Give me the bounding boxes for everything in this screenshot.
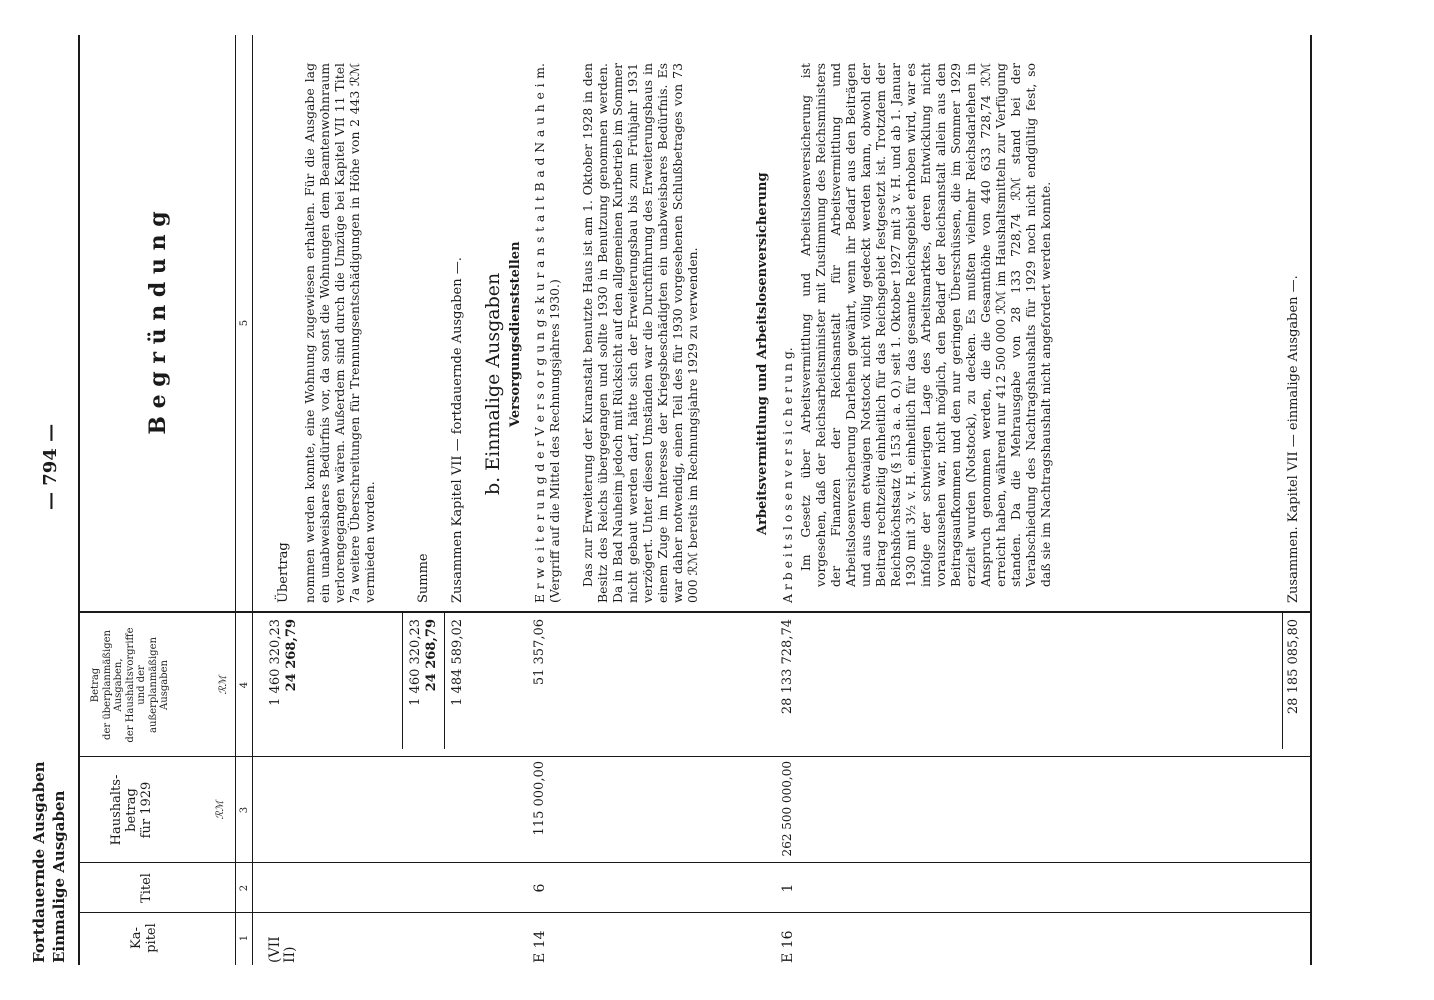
col2-rule (78, 862, 1310, 863)
running-head-2: Einmalige Ausgaben (50, 790, 68, 963)
top-rule (78, 35, 80, 965)
row1-betrag-b: 24 268,79 (284, 619, 299, 692)
zus1-betrag: 1 484 589,02 (450, 619, 465, 706)
col-haushalt-header: Haushalts- betrag für 1929 (109, 774, 154, 846)
row1-betrag-a: 1 460 320,23 (268, 619, 283, 706)
colnum-1: 1 (239, 934, 250, 942)
row1-uebertrag: Übertrag (276, 542, 291, 603)
summe-label: Summe (416, 553, 431, 603)
row3-titel: 1 (780, 883, 796, 893)
col-haushalt-unit: ℛℳ (215, 800, 226, 820)
header-bottom-rule (235, 35, 236, 965)
rotated-document-page (20, 15, 1350, 975)
row3-kapitel: E 16 (780, 930, 796, 963)
row3-betrag: 28 133 728,74 (780, 619, 795, 715)
summe-b: 24 268,79 (424, 619, 439, 692)
row2-text: Das zur Erweiterung der Kuranstalt benutzte Haus ist am 1. Oktober 1928 in den Besitz des Reichs übergegangen und sollte 1930 in Benutzung genommen werden. Da in Bad Nauheim jedoch mit Rücksicht auf den allgemeinen Kurbetrieb im Sommer nicht gebaut werden darf, hätte sich der Erweiterungsbau bis zum Frühjahr 1931 verzögert. Unter diesen Umständen war die Durchführung des Erweiterungsbaus in einem Zuge im Interesse der Kriegsbeschädigten ein unabweisbares Bedürfnis. Es war daher notwendig, einen Teil des für 1930 vorgesehenen Schlußbetrages von 73 000 ℛℳ bereits im Rechnungsjahre 1929 zu verwenden. (580, 63, 700, 603)
section-b-title: b. Einmalige Ausgaben (482, 272, 504, 495)
running-head-1: Fortdauernde Ausgaben (30, 761, 48, 963)
row2-betrag: 51 357,06 (532, 619, 547, 686)
summe-rule (402, 613, 403, 749)
colnum-3: 3 (239, 806, 250, 814)
col1-rule (78, 912, 1310, 913)
zus1-rule (444, 613, 445, 749)
row2-lead: E r w e i t e r u n g d e r V e r s o r g u n g s k u r a n s t a l t B a d N a u h e i m. (Vergriff auf die Mittel des Rechnungsjahres 1930.) (532, 63, 562, 603)
col-betrag-header: Betrag der überplanmäßigen Ausgaben, der Haushaltsvorgriffe und der außerplanmäßigen Ausgaben (90, 627, 170, 743)
section-b-sub1: Versorgungsdienststellen (508, 241, 523, 427)
colnum-4: 4 (239, 681, 250, 689)
zus2-rule (1282, 613, 1283, 749)
colnum-5: 5 (239, 319, 250, 327)
page-number: — 794 — (40, 423, 61, 510)
summe-a: 1 460 320,23 (408, 619, 423, 706)
col-betrag-unit: ℛℳ (218, 675, 229, 695)
row3-text: Im Gesetz über Arbeitsvermittlung und Arbeitslosenversicherung ist vorgesehen, daß der Reichsarbeitsminister mit Zustimmung des Reichsministers der Finanzen der Reichsanstalt für Arbeitsvermittlung und Arbeitslosenversicherung Darlehen gewährt, wenn ihr Bedarf aus den Beiträgen und aus dem etwaigen Notstock nicht völlig gedeckt werden kann, obwohl der Beitrag rechtzeitig einheitlich für das Reichsgebiet festgesetzt ist. Trotzdem der Reichshöchstsatz (§ 153 a. a. O.) seit 1. Oktober 1927 mit 3 v. H. und ab 1. Januar 1930 mit 3½ v. H. einheitlich für das gesamte Reichsgebiet erhoben wird, war es infolge der schwierigen Lage des Arbeitsmarktes, deren Entwicklung nicht vorauszusehen war, nicht möglich, den Bedarf der Reichsanstalt allein aus den Beitragsaufkommen und den nur geringen Überschüssen, die im Sommer 1929 erzielt wurden (Notstock), zu decken. Es mußten vielmehr Reichsdarlehen in Anspruch genommen werden, die die Gesamthöhe von 440 633 728,74 ℛℳ erreicht haben, während nur 412 500 000 ℛℳ im Haushaltsmitteln zur Verfügung standen. Da die Mehrausgabe von 28 133 728,74 ℛℳ stand bei der Verabschiedung des Nachtragshaushalts für 1929 noch nicht endgültig fest, so daß sie im Nachtragshaushalt nicht angefordert werden konnte. (798, 63, 1053, 587)
colnum-2: 2 (239, 884, 250, 892)
row1-kapitel: (VII II) (267, 936, 298, 963)
col3-rule (78, 756, 1310, 757)
row2-kapitel: E 14 (532, 930, 548, 963)
col-kapitel-header: Ka- pitel (129, 923, 159, 953)
section-b-sub2: Arbeitsvermittlung und Arbeitslosenversicherung (755, 172, 770, 535)
colnum-rule (252, 35, 253, 965)
col-begruendung-header: B e g r ü n d u n g (145, 211, 171, 435)
row3-haushalt: 262 500 000,00 (780, 761, 794, 857)
dfg-sidenote (1412, 0, 1434, 1000)
row2-haushalt: 115 000,00 (532, 761, 547, 836)
bottom-rule (1310, 35, 1312, 965)
row1-text: nommen werden konnte, eine Wohnung zugewiesen erhalten. Für die Ausgabe lag ein unabweisbares Bedürfnis vor, da sonst die Wohnungen dem Beamtenwohnraum verlorengegangen wären. Außerdem sind durch die Umzüge bei Kapitel VII 11 Titel 7a weitere Überschreitungen für Trennungsentschädigungen in Höhe von 2 443 ℛℳ vermieden worden. (302, 63, 377, 603)
zus1-label: Zusammen Kapitel VII — fortdauernde Ausgaben —. (450, 257, 465, 603)
zus2-label: Zusammen. Kapitel VII — einmalige Ausgaben —. (1286, 275, 1301, 603)
row2-titel: 6 (532, 883, 548, 893)
col-titel-header: Titel (139, 873, 154, 903)
zus2-betrag: 28 185 085,80 (1286, 619, 1301, 715)
col4-rule (78, 611, 1310, 613)
row3-lead: A r b e i t s l o s e n v e r s i c h e r u n g. (780, 347, 795, 603)
